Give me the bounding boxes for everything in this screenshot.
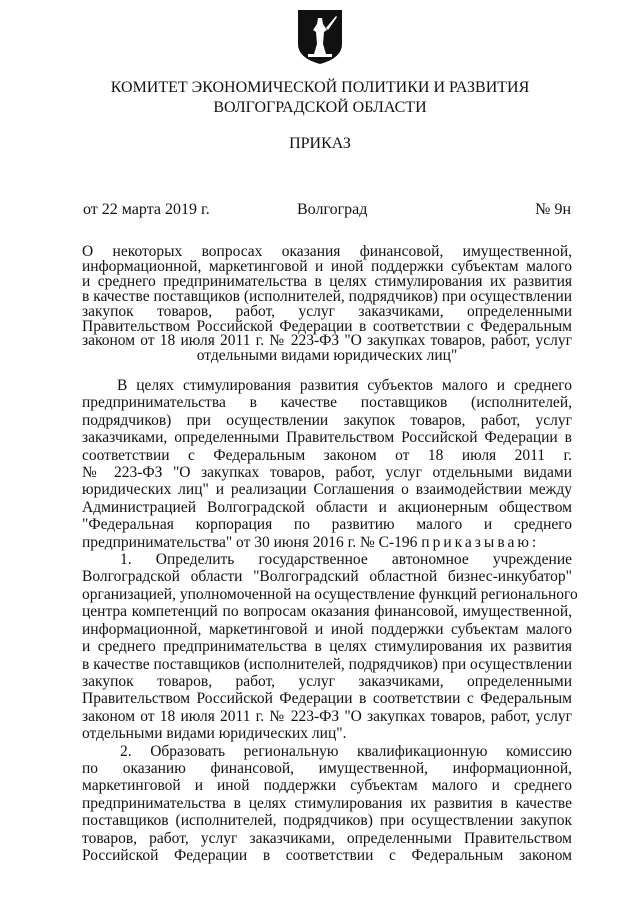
committee-header [0,78,640,118]
subject-line: Правительством Российской Федерации в соответствии с Федеральным [82,317,572,335]
subject-line: и среднего предпринимательства в целях стимулирования их развития [82,272,572,290]
body-line: юридических лиц" и реализации Соглашения о взаимодействии между [82,481,572,499]
subject-line: закупок товаров, работ, услуг заказчиками, определенными [82,302,572,320]
subject-line: О некоторых вопросах оказания финансовой, имущественной, [82,243,572,260]
body-line: информационной, маркетинговой и иной поддержки субъектам малого [82,620,572,638]
body-line: маркетинговой и иной поддержки субъектам малого и среднего [82,777,572,795]
committee-name-line2: ВОЛГОГРАДСКОЙ ОБЛАСТИ [213,99,427,116]
body-line: закупок товаров, работ, услуг заказчиками, определенными [82,672,572,690]
body-line: товаров, работ, услуг заказчиками, определенными Правительством [82,829,572,847]
document-number: № 9н [535,201,571,218]
body-line-order [82,534,572,551]
body-line: заказчиками, определенными Правительством Российской Федерации в [82,429,572,447]
committee-name-line1: КОМИТЕТ ЭКОНОМИЧЕСКОЙ ПОЛИТИКИ И РАЗВИТИЯ [110,79,530,96]
body-line: № 223-ФЗ "О закупках товаров, работ, услуг отдельными видами [82,464,572,482]
document-subject [82,245,572,364]
subject-line: информационной, маркетинговой и иной поддержки субъектам малого [82,257,572,275]
body-line: соответствии с Федеральным законом от 18 июля 2011 г. [82,446,572,464]
body-line: 1. Определить государственное автономное учреждение [120,551,572,569]
body-line: Волгоградской области "Волгоградский областной бизнес-инкубатор" [82,568,572,586]
document-meta [83,201,571,221]
body-line: по оказанию финансовой, имущественной, информационной, [82,759,572,777]
document-body [82,377,578,864]
body-line: и среднего предпринимательства в целях стимулирования их развития [82,638,572,656]
body-line: В целях стимулирования развития субъектов малого и среднего [117,377,572,394]
document-date: от 22 марта 2019 г. [83,201,210,218]
order-word: приказываю: [421,533,540,551]
coat-of-arms-icon [296,8,344,66]
body-line: Администрацией Волгоградской области и акционерным обществом [82,498,572,516]
body-line: организацией, уполномоченной на осуществление функций регионального [82,585,578,603]
body-line: отдельными видами юридических лиц". [82,725,347,743]
body-line: предпринимательства в качестве поставщиков (исполнителей, [82,394,572,412]
subject-line: законом от 18 июля 2011 г. № 223-ФЗ "О закупках товаров, работ, услуг [82,332,572,350]
body-line: Правительством Российской Федерации в соответствии с Федеральным [82,690,572,708]
body-line: в качестве поставщиков (исполнителей, подрядчиков) при осуществлении [82,655,573,673]
body-line: законом от 18 июля 2011 г. № 223-ФЗ "О закупках товаров, работ, услуг [82,707,572,725]
body-line: предпринимательства в целях стимулирования их развития в качестве [82,794,572,812]
body-line: подрядчиков) при осуществлении закупок товаров, работ, услуг [82,411,572,429]
document-type: ПРИКАЗ [289,135,351,152]
body-line: "Федеральная корпорация по развитию малого и среднего [82,516,572,534]
subject-line: в качестве поставщиков (исполнителей, подрядчиков) при осуществлении [82,287,573,305]
document-city: Волгоград [297,201,368,218]
body-line: поставщиков (исполнителей, подрядчиков) при осуществлении закупок [82,812,572,830]
body-line: 2. Образовать региональную квалификационную комиссию [120,742,572,760]
subject-line: отдельными видами юридических лиц" [196,347,458,365]
body-line-text: предпринимательства" от 30 июня 2016 г. № С-196 [82,533,418,551]
body-line: Российской Федерации в соответствии с Федеральным законом [82,846,572,864]
body-line: центра компетенций по вопросам оказания финансовой, имущественной, [82,603,572,621]
